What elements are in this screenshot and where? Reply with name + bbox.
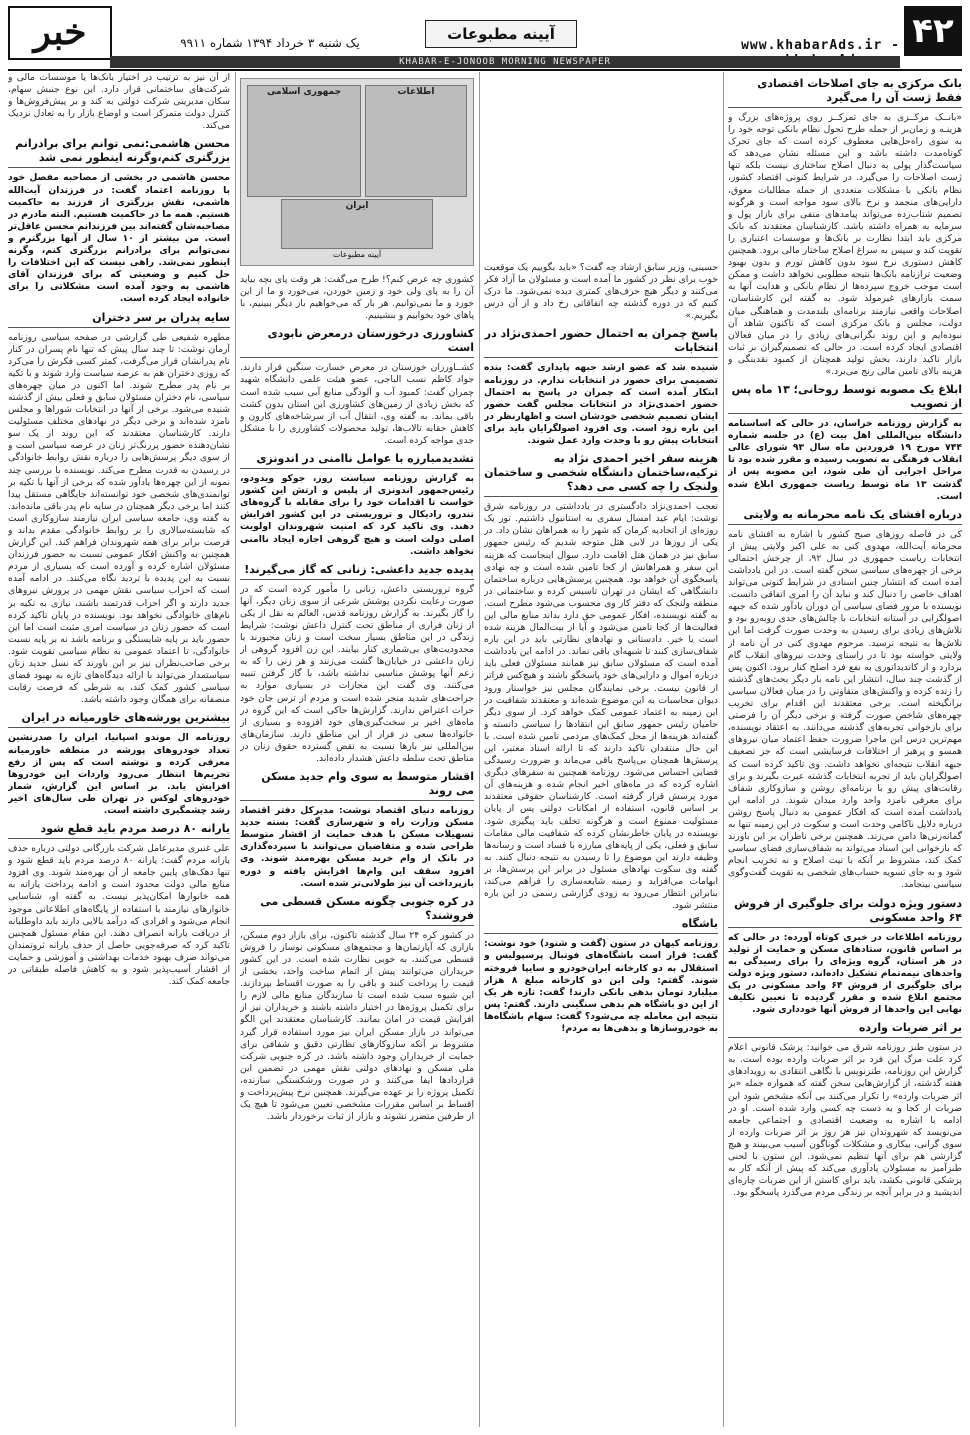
lead-text: شنیده شد که عضو ارشد جبهه پایداری گفت: بنده تصمیمی برای حضور در انتخابات ندارم. در روزنامه ابتکار آمده است که چمران در پاسخ به احتمال حضور احمدی‌نژاد در انتخابات مجلس گفت حضور ایشان تصمیم شخصی خودشان است و اظهارنظر در این باره زود است. وی افزود اصولگرایان باید برای انتخابات پیش رو با وحدت وارد عمل شوند. <box>484 362 718 447</box>
headline-khuzestan: کشاورزی درخوزستان درمعرض نابودی است <box>240 327 474 358</box>
headline-korea-housing: در کره جنوبی چگونه مسکن قسطی می فروشند؟ <box>240 895 474 926</box>
website-url[interactable]: www.khabarAds.ir - <box>741 38 900 53</box>
photo-caption: آیینه مطبوعات <box>332 249 382 259</box>
headline-mohsen-hashemi: محسن هاشمی:نمی توانم برای برادرانم بزرگتری کنم،وگرنه اینطور نمی شد <box>8 137 230 168</box>
column-4 <box>8 72 230 1427</box>
headline-fathers-shadow: سایه پدران بر سر دختران <box>8 311 230 328</box>
newspaper-stack-photo <box>240 78 474 266</box>
headline-porsche: بیشترین پورشه‌های خاورمیانه در ایران <box>8 711 230 728</box>
headline-letter: درباره افشای یک نامه محرمانه به ولایتی <box>728 508 962 525</box>
column-divider <box>479 72 480 1427</box>
masthead-rule <box>8 69 962 71</box>
body-text: تعجب احمدی‌نژاد دادگستری در یادداشتی در روزنامه شرق نوشت: ایام عید امسال سفری به استانبول داشتیم. تور یک روزه‌ای از اتحادیه کرمان که شهر را به همراهان نشان داد. در یکی از روزها در لابی هتل متوجه شدیم که رئیس جمهور سابق نیز در همان هتل اقامت دارد. سوال اینجاست که هزینه این سفر و همراهانش از کجا تامین شده است و چه نهادی پاسخگوی آن خواهد بود. همچنین پرسش‌هایی درباره ساختمان دانشگاهی که ایشان در تهران تاسیس کرده و ساختمانی در منطقه ولنجک که دفتر کار وی محسوب می‌شود مطرح است. به گفته نویسنده، افکار عمومی حق دارد بداند منابع مالی این فعالیت‌ها از کجا تامین می‌شود و آیا از بیت‌المال هزینه شده است یا خیر. دادستانی و نهادهای نظارتی باید در این باره شفاف‌سازی کنند تا شبهه‌ای باقی نماند. در ادامه این یادداشت آمده است که مسئولان سابق نیز همانند مسئولان فعلی باید درباره اموال و دارایی‌های خود پاسخگو باشند و هیچ‌کس فراتر از قانون نیست. برخی نمایندگان مجلس نیز خواستار ورود دیوان محاسبات به این موضوع شده‌اند و معتقدند شفافیت در این زمینه به اعتماد عمومی کمک خواهد کرد. از سوی دیگر حامیان رئیس جمهور سابق این انتقادها را سیاسی دانسته و گفته‌اند هزینه‌ها از محل کمک‌های مردمی تامین شده است. با این حال منتقدان تاکید دارند که تا ارائه اسناد معتبر، این پرسش‌ها همچنان بی‌پاسخ باقی می‌ماند و ضرورت رسیدگی قضایی احساس می‌شود. روزنامه همچنین به سفرهای دیگری اشاره کرده که در ماه‌های اخیر انجام شده و هزینه‌های آن مورد پرسش قرار گرفته است. کارشناسان حقوقی معتقدند بر اساس قانون، استفاده از امکانات دولتی پس از پایان مسئولیت ممنوع است و هرگونه تخلف باید پیگیری شود. نویسنده در پایان خاطرنشان کرده که شفافیت مالی مقامات سابق و فعلی، یکی از پایه‌های مبارزه با فساد است و رسانه‌ها وظیفه دارند این موضوع را تا رسیدن به نتیجه دنبال کنند. به گفته وی سکوت نهادهای مسئول در برابر این پرسش‌ها، بر ابهامات می‌افزاید و زمینه شایعه‌سازی را فراهم می‌کند، بنابراین انتظار می‌رود به زودی گزارشی رسمی در این باره منتشر شود. <box>484 501 718 912</box>
headline-trip-cost: هزینه سفر اخیر احمدی نژاد به ترکیه،ساختمان دانشگاه شخصی و ساختمان ولنجک را چه کسی می دهد؟ <box>484 452 718 497</box>
lead-text: روزنامه اطلاعات در خبری کوتاه آورده: در حالی که بر اساس قانون، ستادهای مسکن و حمایت از تولید در هر استان، گروه ویژه‌ای را برای رسیدگی به واحدهای نیمه‌تمام تشکیل داده‌اند، دستور ویژه دولت برای جلوگیری از فروش ۶۴ واحد مسکونی در یک مجتمع ابلاغ شده و مقرر گردیده تا تعیین تکلیف نهایی این واحدها از فروش آنها خودداری شود. <box>728 931 962 1016</box>
column-divider <box>723 72 724 1427</box>
headline-chamran: پاسخ چمران به احتمال حضور احمدی‌نژاد در انتخابات <box>484 327 718 358</box>
body-text: حسینی، وزیر سابق ارشاد چه گفت؟ «باید بگوییم یک موقعیت خوب برای نظر در کشور ما آمده است و مسئولان ما آزاد فکر می‌کنند و دیگر هیچ حرف‌های کمتری دیده نمی‌شود. ما درک کنیم که در دوره گذشته چه اتفاقاتی رخ داد و از آن درس بگیریم.» <box>484 262 718 322</box>
headline-indonesia: تشدیدمبارزه با عوامل ناامنی در اندونزی <box>240 452 474 469</box>
headline-housing-loan: اقشار متوسط به سوی وام جدید مسکن می روند <box>240 770 474 801</box>
column-3 <box>240 72 474 1427</box>
front-page-iran: ایران <box>281 199 433 249</box>
body-text: علی غنبری مدیرعامل شرکت بازرگانی دولتی درباره حذف یارانه مردم گفت: یارانه ۸۰ درصد مردم باید قطع شود و تنها دهک‌های پایین جامعه از آن بهره‌مند شوند. وی افزود منابع مالی دولت محدود است و ادامه پرداخت یارانه به همه خانوارها امکان‌پذیر نیست. به گفته او، شناسایی خانوارهای نیازمند با استفاده از پایگاه‌های اطلاعاتی موجود انجام می‌شود و افرادی که درآمد بالایی دارند باید داوطلبانه از دریافت یارانه انصراف دهند. این مقام مسئول همچنین تاکید کرد که صرفه‌جویی حاصل از حذف یارانه ثروتمندان می‌تواند صرف بهبود خدمات بهداشتی و آموزشی و حمایت از اقشار آسیب‌پذیر شود و به کاهش فاصله طبقاتی در جامعه کمک کند. <box>8 843 230 988</box>
lead-text: به گزارش روزنامه خراسان، در حالی که اساسنامه دانشگاه بین‌المللی اهل بیت (ع) در جلسه شماره ۷۴۴ مورخ ۱۹ فروردین ماه سال ۹۳ شورای عالی انقلاب فرهنگی به تصویب رسیده و مقرر شده بود تا مراحل اجرایی آن طی شود، این مصوبه پس از گذشت ۱۳ ماه توسط ریاست جمهوری ابلاغ شده است. <box>728 418 962 502</box>
lead-text: روزنامه دنیای اقتصاد نوشت: مدیرکل دفتر اقتصاد مسکن وزارت راه و شهرسازی گفت: بسته جدید تسهیلات مسکن با هدف حمایت از اقشار متوسط طراحی شده و متقاضیان می‌توانند با سپرده‌گذاری در بانک از وام خرید مسکن بهره‌مند شوند. وی افزود سقف این وام‌ها افزایش یافته و دوره بازپرداخت آن نیز طولانی‌تر شده است. <box>240 805 474 889</box>
page-number: ۴۲ <box>904 6 962 56</box>
body-text: گروه تروریستی داعش، زنانی را مأمور کرده است که در صورت رعایت نکردن پوشش شرعی از سوی زنان دیگر، آنها را گاز بگیرند. به گزارش روزنامه قدس، العالم به نقل از یکی از زنان فراری از مناطق تحت کنترل داعش نوشت: شرایط زندگی در این مناطق بسیار سخت است و زنان مجبورند با محدودیت‌های بی‌شماری کنار بیایند. این زن افزود گروهی از زنان داعشی در خیابان‌ها گشت می‌زنند و هر زنی را که به زعم آنها پوشش مناسبی نداشته باشد، با گاز گرفتن تنبیه می‌کنند. وی گفت این مجازات در بسیاری موارد به جراحت‌های شدید منجر شده است و مردم از ترس جان خود جرات اعتراض ندارند. گزارش‌ها حاکی است که این گروه در ماه‌های اخیر بر سخت‌گیری‌های خود افزوده و بسیاری از خانواده‌ها سعی در فرار از این مناطق دارند. سازمان‌های بین‌المللی نیز بارها نسبت به نقض گسترده حقوق زنان در مناطق تحت سلطه داعش هشدار داده‌اند. <box>240 583 474 764</box>
body-text: در ستون طنز روزنامه شرق می خوانید: پزشک قانونی اعلام کرد علت مرگ این فرد بر اثر ضربات وارده بوده است. به گزارش این روزنامه، طنزنویس با نگاهی انتقادی به رویدادهای هفته گذشته، از گزارش‌هایی سخن گفته که همواره جمله «بر اثر ضربات وارده» را تکرار می‌کنند بی آنکه مشخص شود این ضربات از کجا و به دست چه کسی وارد شده است. او در ادامه با اشاره به وضعیت اقتصادی و اجتماعی جامعه می‌نویسد که شهروندان نیز هر روز بر اثر ضربات وارده از سوی گرانی، بیکاری و مشکلات گوناگون آسیب می‌بینند و هیچ گزارشی هم برای آنها تنظیم نمی‌شود. این ستون با لحنی طنزآمیز به مسئولان یادآوری می‌کند که پیش از آنکه کار به پزشکی قانونی بکشد، باید برای کاستن از این ضربات چاره‌ای اندیشید و در برابر آنچه بر زندگی مردم می‌گذرد پاسخگو بود. <box>728 1042 962 1199</box>
headline-central-bank: بانک مرکزی به جای اصلاحات اقتصادی فقط ژست آن را می‌گیرد <box>728 77 962 108</box>
date-line: یک شنبه ۳ خرداد ۱۳۹۴ شماره ۹۹۱۱ <box>180 36 360 50</box>
headline-subsidy: یارانه ۸۰ درصد مردم باید قطع شود <box>8 822 230 839</box>
column-2 <box>484 72 718 1427</box>
body-text: مطهره شفیعی طی گزارشی در صفحه سیاسی روزنامه آرمان نوشت: تا چند سال پیش که تنها نام پسران در کنار نام پدرانشان قرار می‌گرفت، کمتر کسی فکرش را می‌کرد که روزی دختران هم به عرصه سیاست وارد شوند و با تکیه بر نام پدر مطرح شوند. اما اکنون در میان چهره‌های سیاسی، نام دختران مسئولان سابق و فعلی بیش از گذشته شنیده می‌شود. برخی از آنها در انتخابات شوراها و مجلس نامزد شده‌اند و برخی دیگر در نهادهای مختلف مسئولیت دارند. کارشناسان معتقدند که این روند از یک سو نشان‌دهنده حضور پررنگ‌تر زنان در عرصه سیاسی است و از سوی دیگر پرسش‌هایی را درباره نقش روابط خانوادگی در رسیدن به قدرت مطرح می‌کند. نویسنده با بررسی چند نمونه از این چهره‌ها یادآور شده که برخی از آنها با تکیه بر توانمندی‌های شخصی خود توانسته‌اند جایگاهی مستقل پیدا کنند اما برخی دیگر همچنان در سایه نام پدر باقی مانده‌اند. به گفته وی، جامعه سیاسی ایران نیازمند سازوکاری است که شایسته‌سالاری را بر روابط خانوادگی مقدم بداند و فرصت برابر برای همه شهروندان فراهم کند. این گزارش همچنین به واکنش افکار عمومی نسبت به حضور فرزندان مسئولان اشاره کرده و آورده است که بسیاری از مردم نسبت به این پدیده با تردید نگاه می‌کنند. در ادامه آمده است که احزاب سیاسی نقش مهمی در پرورش نیروهای جدید دارند و اگر احزاب قدرتمند باشند، نیازی به تکیه بر نام‌های خانوادگی نخواهد بود. نویسنده در پایان تاکید کرده است که حضور زنان در سیاست امری مثبت است اما این حضور باید بر پایه شایستگی و برنامه باشد نه بر پایه نسبت خانوادگی، تا اعتماد عمومی به نظام سیاسی تقویت شود. برخی صاحب‌نظران نیز بر این باورند که نسل جدید زنان سیاستمدار می‌تواند با ارائه دیدگاه‌های تازه به بهبود فضای سیاسی کشور کمک کند، به شرطی که فرصت رقابت منصفانه برای همگان وجود داشته باشد. <box>8 331 230 706</box>
body-text: کی در فاصله روزهای صبح کشور با اشاره به افشای نامه محرمانه آیت‌الله، مهدوی کنی به علی اکبر ولایتی پیش از انتخابات ریاست جمهوری در سال ۹۲، از چرخش احتمالی برخی از چهره‌های سیاسی سخن گفته است. در این یادداشت آمده است که انتشار چنین اسنادی در شرایط کنونی می‌تواند اهداف خاصی را دنبال کند و نباید آن را امری اتفاقی دانست. نویسنده با مرور فضای سیاسی آن دوران یادآور شده که جبهه اصولگرایی در آستانه انتخابات با چالش‌های جدی روبه‌رو بود و تلاش‌های زیادی برای رسیدن به وحدت صورت گرفت اما این تلاش‌ها به نتیجه نرسید. مرحوم مهدوی کنی در آن نامه از ولایتی خواسته بود تا در راستای وحدت نیروهای انقلاب گام بردارد و از کاندیداتوری به نفع فرد اصلح کنار برود. اکنون پس از گذشت چند سال، انتشار این نامه بار دیگر بحث‌های گذشته را زنده کرده و واکنش‌های متفاوتی را در میان فعالان سیاسی برانگیخته است. برخی معتقدند این اقدام برای تخریب چهره‌های شاخص صورت گرفته و برخی دیگر آن را فرصتی برای بازخوانی تجربه‌های گذشته می‌دانند. به اعتقاد نویسنده، مهم‌ترین درس این ماجرا ضرورت حفظ اعتماد میان نیروهای همسو و پرهیز از اختلافات فرسایشی است که جز تضعیف جبهه انقلاب نتیجه‌ای نخواهد داشت. وی تاکید کرده است که اصولگرایان باید از تجربه انتخابات گذشته عبرت بگیرند و برای رقابت‌های پیش رو با برنامه‌ای روشن و سازوکاری شفاف برای معرفی نامزد واحد وارد میدان شوند. در ادامه این یادداشت آمده است که افکار عمومی به دنبال پاسخ روشن درباره دلایل ناکامی وحدت است و سکوت در این زمینه تنها به گمانه‌زنی‌ها دامن می‌زند. همچنین برخی ناظران بر این باورند که بازخوانی این اسناد می‌تواند به شفاف‌سازی فضای سیاسی کمک کند، مشروط بر آنکه با نیت اصلاح و نه تخریب انجام شود و به جای تسویه حساب‌های شخصی به تقویت گفت‌وگوی سیاسی بینجامد. <box>728 528 962 891</box>
lead-text: روزنامه ال موندو اسپانیا، ایران را صدرنشین تعداد خودروهای پورشه در منطقه خاورمیانه معرفی کرده و نوشته است که پس از رفع تحریم‌ها انتظار می‌رود واردات این خودروها افزایش یابد. بر اساس این گزارش، شمار خودروهای لوکس در تهران طی سال‌های اخیر رشد چشمگیری داشته است. <box>8 732 230 816</box>
headline-blows: بر اثر ضربات وارده <box>728 1021 962 1038</box>
headline-club: باشگاه <box>484 917 718 934</box>
section-title: آیینه مطبوعات <box>425 20 577 48</box>
column-1 <box>728 72 962 1427</box>
front-page-jomhouri: جمهوری اسلامی <box>247 85 361 197</box>
column-divider <box>235 72 236 1427</box>
newspaper-logo: خبر <box>8 6 112 60</box>
headline-isis-women: پدیده جدید داعشی: زنانی که گاز می‌گیرند! <box>240 563 474 580</box>
lead-text: محسن هاشمی در بخشی از مصاحبه مفصل خود با روزنامه اعتماد گفت: در فرزندان آیت‌الله هاشمی، نقش بزرگتری از فرزند به حاکمیت هستیم. همه ما در حاکمیت هستیم. البته مادرم در مصاحبه‌شان گفته‌اند بین فرزندانم محسن عاقل‌تر است. من بیشتر از ۱۰ سال از آنها بزرگترم و نمی‌توانم برای برادرانم بزرگتری کنم، وگرنه اینطور نمی‌شد. راهی نیست که این اختلافات را حل کنیم و وضعیتی که برای فرزندان آقای هاشمی به وجود آمده است مشکلاتی را برای خانواده ایجاد کرده است. <box>8 172 230 305</box>
headline-decree: ابلاغ یک مصوبه توسط روحانی؛ ۱۳ ماه پس از تصویب <box>728 383 962 414</box>
front-page-ettelaat: اطلاعات <box>365 85 467 197</box>
body-text: کشــاورزان خوزستان در معرض خسارت سنگین قرار دارند. جواد کاظم نسب الباجی، عضو هیئت علمی دانشگاه شهید چمران گفت: کمبود آب و آلودگی منابع آبی سبب شده است که بخش زیادی از زمین‌های کشاورزی این استان بدون کشت باقی بماند. به گفته وی، انتقال آب از سرشاخه‌های کارون و کاهش حقابه تالاب‌ها، تولید محصولات کشاورزی را با مشکل جدی مواجه کرده است. <box>240 362 474 446</box>
body-text: در کشور کره ۲۴ سال گذشته تاکنون، برای بازار دوم مسکن، بازاری که آپارتمان‌ها و مجتمع‌های مسکونی نوساز را فروش قسطی می‌کنند، به خوبی نظارت شده است. در این کشور خریداران می‌توانند پیش از اتمام ساخت واحد، بخشی از قیمت را پرداخت کنند و باقی را به صورت اقساط بپردازند. این شیوه سبب شده است تا سازندگان منابع مالی لازم را برای تکمیل پروژه‌ها در اختیار داشته باشند و خریداران نیز از افزایش قیمت در امان بمانند. کارشناسان معتقدند این الگو می‌تواند در بازار مسکن ایران نیز مورد استفاده قرار گیرد مشروط بر آنکه سازوکارهای نظارتی دقیق و شفافی برای حمایت از خریداران وجود داشته باشد. در کره جنوبی شرکت ملی مسکن و نهادهای دولتی نقش مهمی در تضمین این قراردادها ایفا می‌کنند و در صورت ورشکستگی سازنده، تکمیل پروژه را بر عهده می‌گیرند. همچنین نرخ پیش‌پرداخت و اقساط بر اساس مقررات مشخصی تعیین می‌شود تا هیچ یک از طرفین متضرر نشوند و بازار از ثبات برخوردار باشد. <box>240 929 474 1123</box>
body-text: کشوری چه عرض کنم؟! طرح می‌گفت: هر وقت پای بچه بیاید آن را به پای ولی خود و زمین خوردن، می‌خورد و ما از این خورد و ما نمی‌توانیم. هر بار که می‌خواهیم باز دیگر ببینیم، با پاهای خود بخوابیم و بنشینیم. <box>240 274 474 322</box>
body-text: از آن نیز به ترتیب در اختیار بانک‌ها یا موسسات مالی و شرکت‌های ساختمانی قرار دارد. این نوع جنبش سهام، سکان مدیریتی شرکت دولتی به کند و بر پیش‌فروش‌ها و کنترل دولت متمرکز است و اوضاع بازار را به تعادل نزدیک می‌کند. <box>8 72 230 132</box>
headline-housing-order: دستور ویژه دولت برای جلوگیری از فروش ۶۴ واحد مسکونی <box>728 897 962 928</box>
lead-text: روزنامه کیهان در ستون (گفت و شنود) خود نوشت: گفت: قرار است باشگاه‌های فوتبال پرسپولیس و استقلال به دو کارخانه ایران‌خودرو و سایپا فروخته شوند. گفتم: ولی این دو کارخانه مبلغ ۸ هزار میلیارد تومان بدهی بانکی دارند! گفت: تازه هر یک از این دو باشگاه هم بدهی سنگینی دارند. گفتم: پس نتیجه این معامله چه می‌شود؟ گفت: سهام باشگاه‌ها به خودروسازها و بدهی‌ها به مردم! <box>484 938 718 1034</box>
masthead-band: KHABAR-E-JONOOB MORNING NEWSPAPER <box>110 56 900 68</box>
lead-text: به گزارش روزنامه سیاست روز، جوکو ویدودو، رئیس‌جمهور اندونزی از پلیس و ارتش این کشور خواست تا اقدامات خود را برای مقابله با گروه‌های تندرو، رادیکال و تروریستی در این کشور افزایش دهند. وی تاکید کرد که امنیت شهروندان اولویت اصلی دولت است و هیچ گروهی اجازه ایجاد ناامنی نخواهد داشت. <box>240 473 474 557</box>
masthead <box>0 0 970 70</box>
body-text: «بانــک مرکــزی به جای تمرکــز روی پروژه‌های بزرگ و هزینـه و زمان‌بر از جمله طرح تحول نظام بانکی توجه خود را به سوی راه‌حل‌هایی معطوف کرده است که جای تحرک کوتاه‌مدت داشته باشد و این مسئله نشان می‌دهد که سیاست‌گذار پولی به دنبال اصلاح ساختاری نیست بلکه تنها ژست اصلاحات را می‌گیرد. در شرایط کنونی اقتصاد کشور، نظام بانکی با مشکلات متعددی از جمله مطالبات معوق، دارایی‌های منجمد و نرخ بالای سود مواجه است و هرگونه تصمیم شتاب‌زده می‌تواند پیامدهای منفی برای بازار پول و سرمایه به همراه داشته باشد. کارشناسان معتقدند که بانک مرکزی باید ابتدا نظارت بر بانک‌ها و موسسات اعتباری را تقویت کند و سپس به سراغ اصلاح ساختار مالی برود. همچنین کاهش دستوری نرخ سود بدون کاهش تورم و بدون بهبود وضعیت ترازنامه بانک‌ها نتیجه مطلوبی نخواهد داشت و ممکن است موجب خروج سپرده‌ها از نظام بانکی و هدایت آنها به سمت بازارهای غیرمولد شود. به گفته این کارشناسان، اصلاحات واقعی نیازمند برنامه‌ای بلندمدت و هماهنگی میان دولت، مجلس و بانک مرکزی است که تاکنون شاهد آن نبوده‌ایم و این روند نگرانی‌های زیادی را در میان فعالان اقتصادی ایجاد کرده است. در حالی که تصمیم‌گیران بر ثبات بازار تاکید دارند، بخش تولید همچنان از کمبود نقدینگی و هزینه بالای تامین مالی رنج می‌برد.» <box>728 112 962 377</box>
